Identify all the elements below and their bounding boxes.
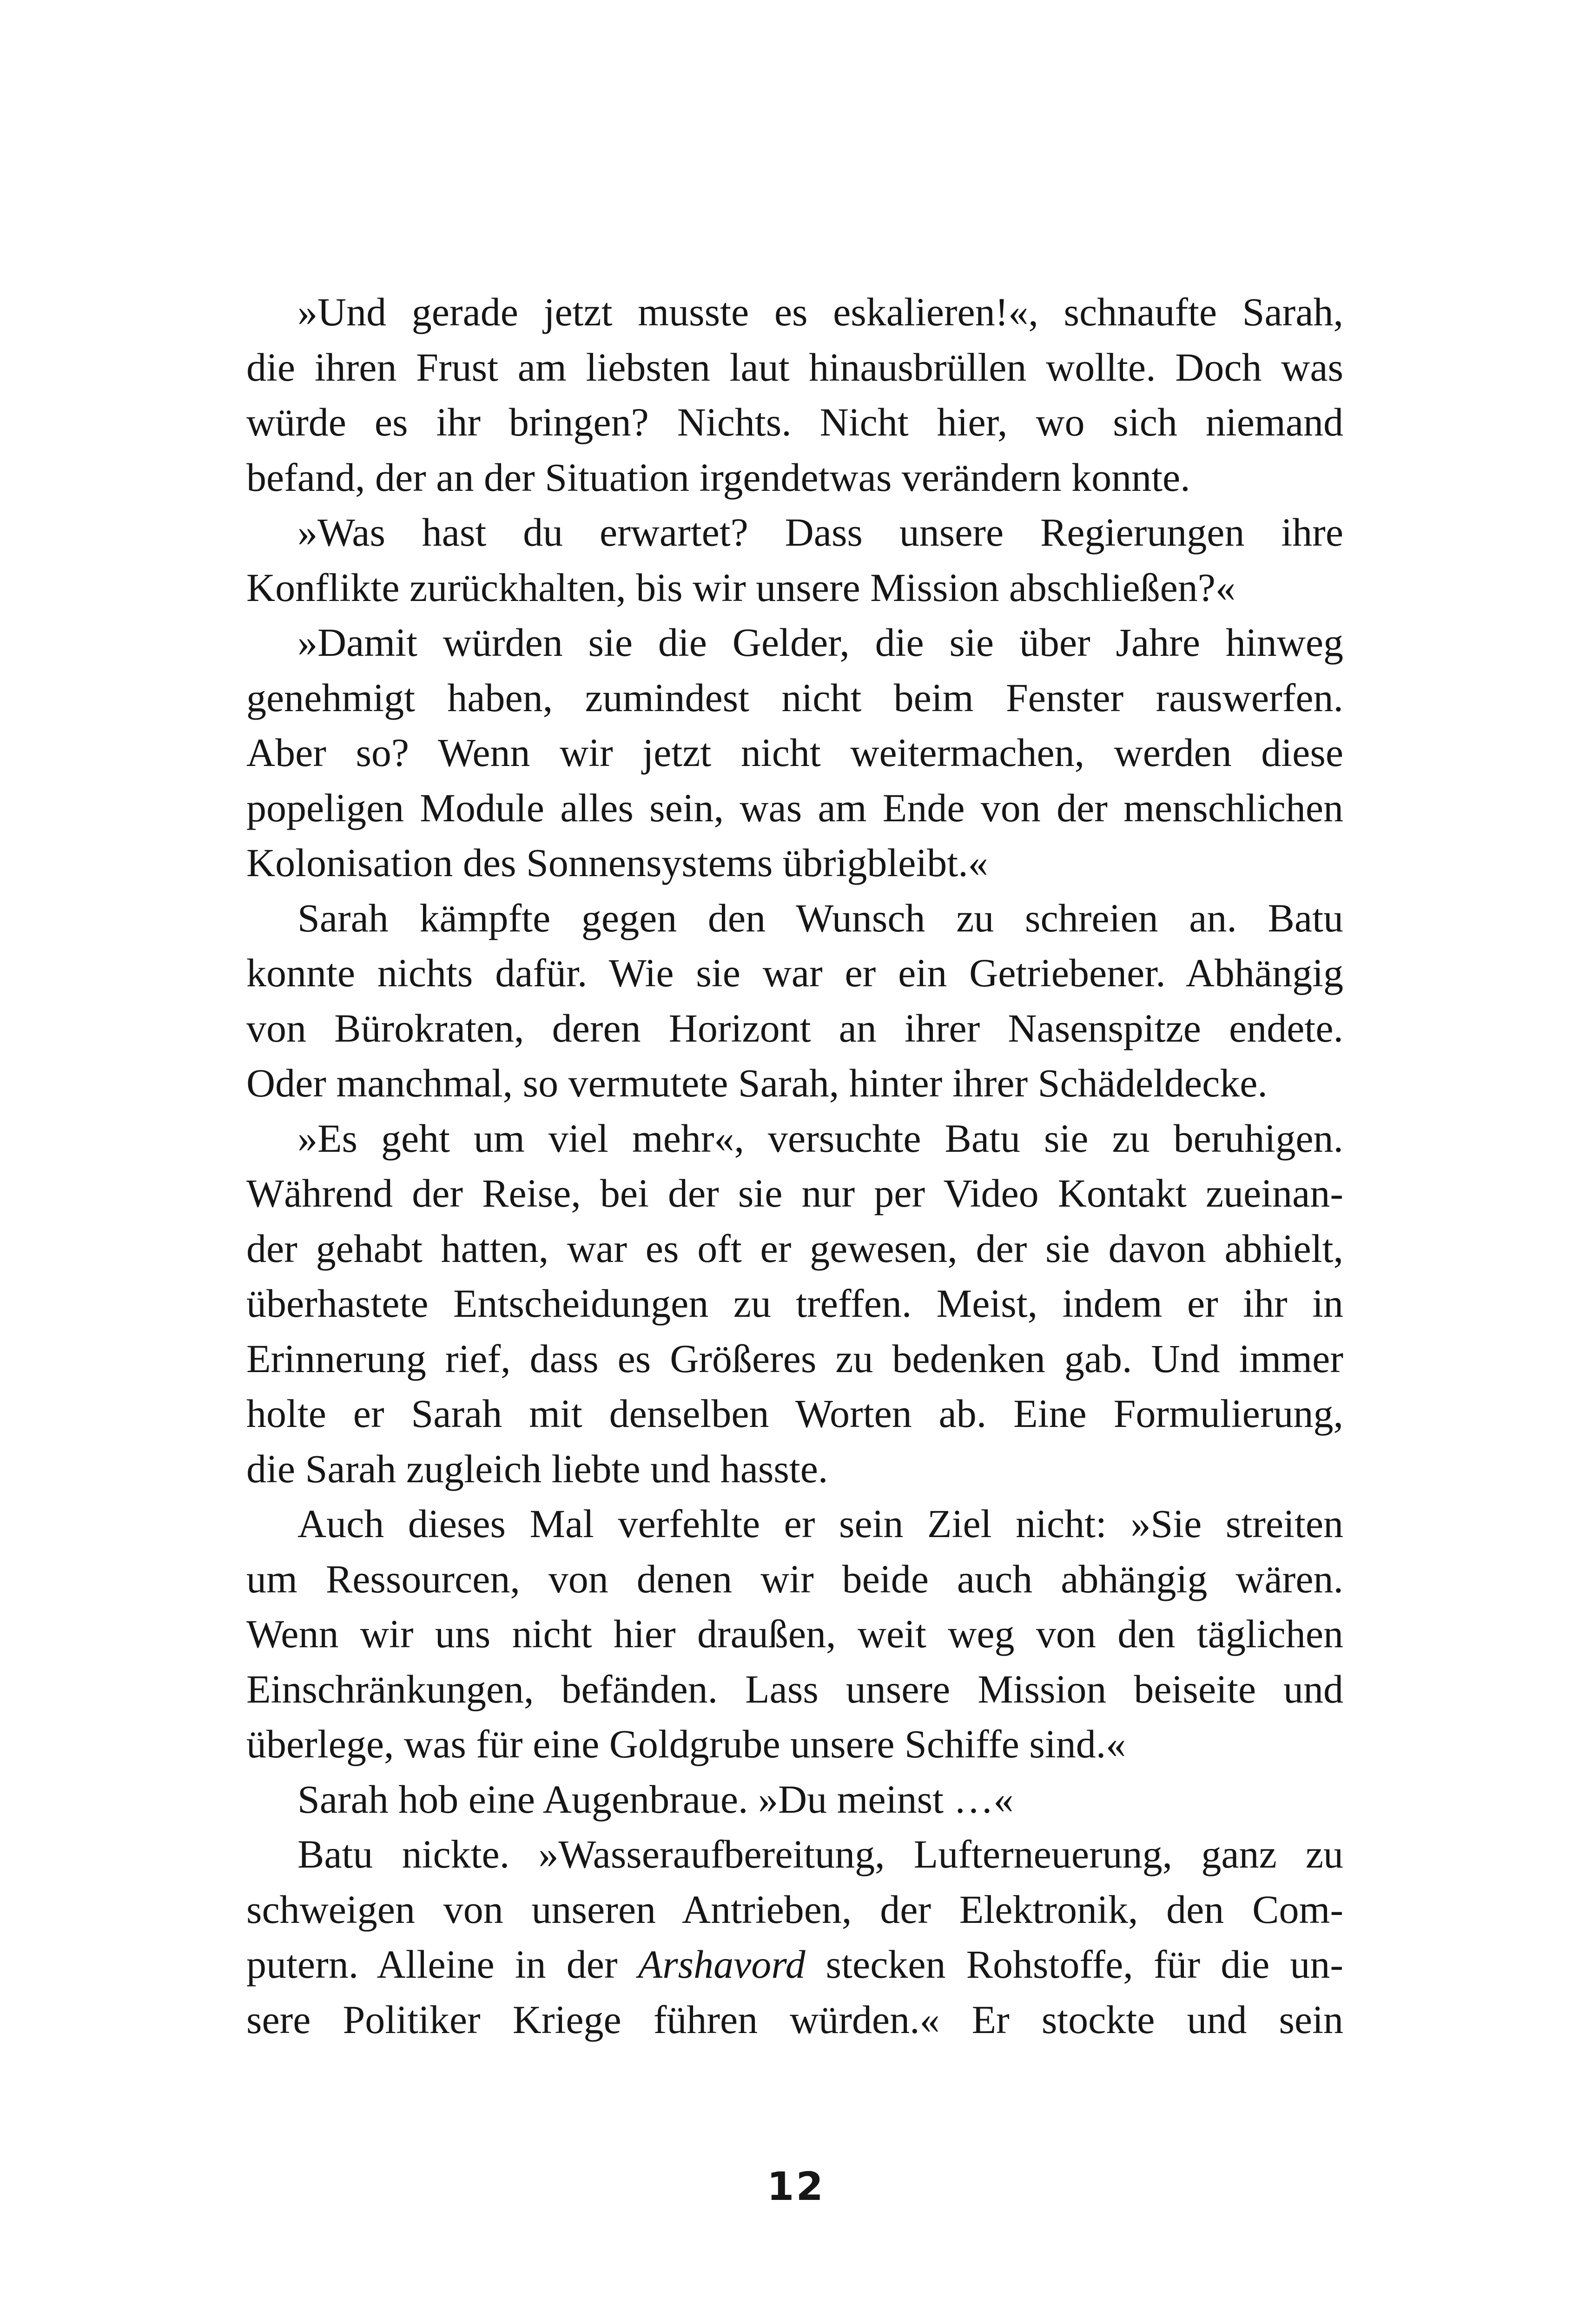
- text-line: sere Politiker Kriege führen würden.« Er stockte und sein: [246, 1997, 1343, 2042]
- text-line: Auch dieses Mal verfehlte er sein Ziel nicht: »Sie streiten: [297, 1501, 1343, 1546]
- text-line: putern. Alleine in der Arshavord stecken Rohstoffe, für die un-: [246, 1942, 1343, 1987]
- text-line: von Bürokraten, deren Horizont an ihrer Nasenspitze endete.: [246, 1005, 1343, 1050]
- text-line: überhastete Entscheidungen zu treffen. Meist, indem er ihr in: [246, 1281, 1343, 1326]
- text-line: Konflikte zurückhalten, bis wir unsere Mission abschließen?«: [246, 565, 1235, 610]
- text-line: Batu nickte. »Wasseraufbereitung, Lufterneuerung, ganz zu: [297, 1832, 1343, 1876]
- text-line: befand, der an der Situation irgendetwas verändern konnte.: [246, 455, 1190, 500]
- text-line: Erinnerung rief, dass es Größeres zu bedenken gab. Und immer: [246, 1336, 1343, 1381]
- text-line: um Ressourcen, von denen wir beide auch abhängig wären.: [246, 1556, 1343, 1601]
- text-line: holte er Sarah mit denselben Worten ab. Eine Formulierung,: [246, 1391, 1343, 1436]
- text-line: Wenn wir uns nicht hier draußen, weit weg von den täglichen: [246, 1611, 1343, 1656]
- text-line: genehmigt haben, zumindest nicht beim Fenster rauswerfen.: [246, 675, 1343, 720]
- text-line: Einschränkungen, befänden. Lass unsere Mission beiseite und: [246, 1666, 1343, 1711]
- text-line: Aber so? Wenn wir jetzt nicht weitermachen, werden diese: [246, 730, 1343, 775]
- text-line: »Damit würden sie die Gelder, die sie über Jahre hinweg: [297, 620, 1343, 665]
- text-line: »Es geht um viel mehr«, versuchte Batu sie zu beruhigen.: [297, 1116, 1343, 1161]
- text-line: »Und gerade jetzt musste es eskalieren!«, schnaufte Sarah,: [297, 290, 1343, 334]
- text-line: konnte nichts dafür. Wie sie war er ein Getriebener. Abhängig: [246, 951, 1343, 995]
- text-line: die Sarah zugleich liebte und hasste.: [246, 1446, 828, 1491]
- text-line: Sarah hob eine Augenbraue. »Du meinst …«: [297, 1776, 1014, 1822]
- text-line: die ihren Frust am liebsten laut hinausbrüllen wollte. Doch was: [246, 344, 1343, 390]
- text-line: popeligen Module alles sein, was am Ende von der menschlichen: [246, 785, 1343, 830]
- text-line: würde es ihr bringen? Nichts. Nicht hier, wo sich niemand: [246, 400, 1343, 444]
- italic-ship-name: Arshavord: [638, 1942, 806, 1987]
- text-line: Oder manchmal, so vermutete Sarah, hinter ihrer Schädeldecke.: [246, 1061, 1268, 1105]
- text-line: überlege, was für eine Goldgrube unsere Schiffe sind.«: [246, 1722, 1126, 1766]
- text-line: Während der Reise, bei der sie nur per Video Kontakt zueinan-: [246, 1171, 1343, 1215]
- text-line: Sarah kämpfte gegen den Wunsch zu schreien an. Batu: [297, 895, 1343, 940]
- page-number: 12: [767, 2164, 825, 2209]
- text-line: der gehabt hatten, war es oft er gewesen, der sie davon abhielt,: [246, 1226, 1343, 1271]
- text-line: schweigen von unseren Antrieben, der Elektronik, den Com-: [246, 1887, 1343, 1932]
- page-body-text: [246, 284, 1343, 2047]
- text-line: Kolonisation des Sonnensystems übrigbleibt.«: [246, 840, 988, 885]
- text-line: »Was hast du erwartet? Dass unsere Regierungen ihre: [297, 510, 1343, 555]
